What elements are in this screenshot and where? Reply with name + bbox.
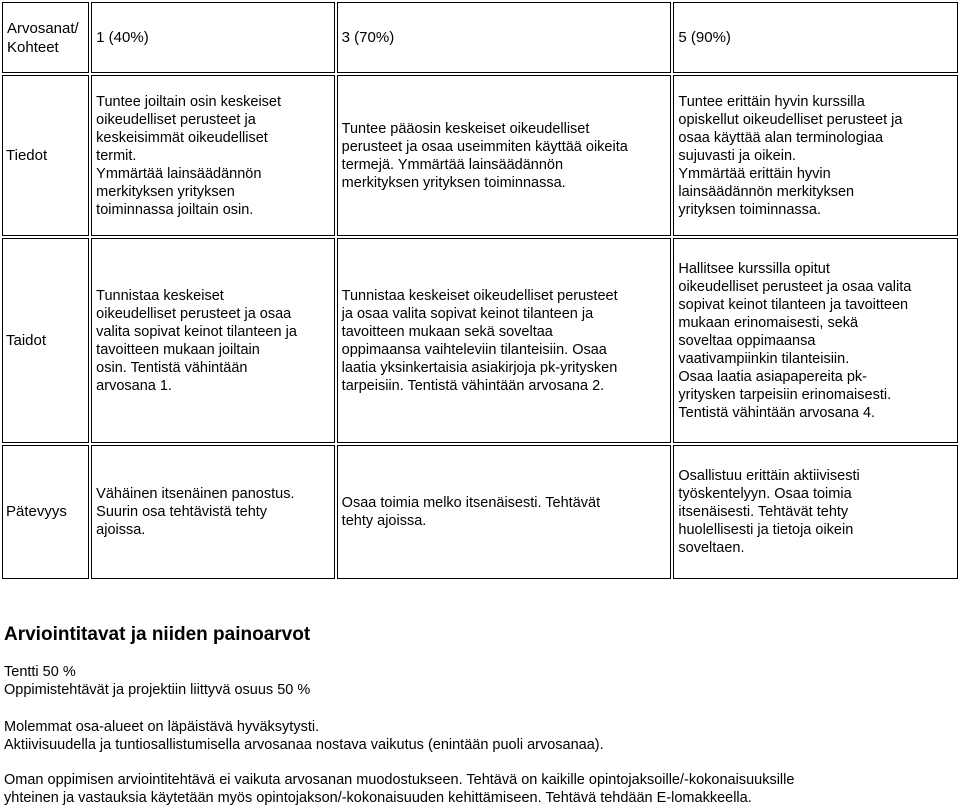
weights-list bbox=[4, 663, 310, 699]
column-header-grade-5: 5 (90%) bbox=[673, 2, 958, 73]
cell-taidot-grade-5: Hallitsee kurssilla opitut oikeudelliset perusteet ja osaa valita sopivat keinot tilanteen ja tavoitteen mukaan erinomaisesti, sekä soveltaa oppimaansa vaativampiinkin tilanteisiin. Osaa laatia asiapapereita pk- yritysken tarpeisiin erinomaisesti. Tentistä vähintään arvosana 4. bbox=[673, 238, 958, 443]
notes-list bbox=[4, 718, 604, 754]
row-header-patevyys: Pätevyys bbox=[2, 445, 89, 579]
table-header-row bbox=[2, 2, 958, 73]
cell-tiedot-grade-5: Tuntee erittäin hyvin kurssilla opiskellut oikeudelliset perusteet ja osaa käyttää alan terminologiaa sujuvasti ja oikein. Ymmärtää erittäin hyvin lainsäädännön merkityksen yrityksen toiminnassa. bbox=[673, 75, 958, 236]
table-row-taidot bbox=[2, 238, 958, 443]
section-title: Arviointitavat ja niiden painoarvot bbox=[4, 624, 311, 645]
cell-patevyys-grade-5: Osallistuu erittäin aktiivisesti työskentelyyn. Osaa toimia itsenäisesti. Tehtävät tehty huolellisesti ja tietoja oikein soveltaen. bbox=[673, 445, 958, 579]
final-line-2: yhteinen ja vastauksia käytetään myös opintojakson/-kokonaisuuden kehittämiseen. Tehtävä tehdään E-lomakkeella. bbox=[4, 790, 752, 806]
weight-line-exam: Tentti 50 % bbox=[4, 664, 76, 680]
cell-tiedot-grade-1: Tuntee joiltain osin keskeiset oikeudelliset perusteet ja keskeisimmät oikeudelliset termit. Ymmärtää lainsäädännön merkityksen yrityksen toiminnassa joiltain osin. bbox=[91, 75, 335, 236]
row-header-tiedot: Tiedot bbox=[2, 75, 89, 236]
cell-patevyys-grade-1: Vähäinen itsenäinen panostus. Suurin osa tehtävistä tehty ajoissa. bbox=[91, 445, 335, 579]
column-header-grade-3: 3 (70%) bbox=[337, 2, 672, 73]
cell-taidot-grade-3: Tunnistaa keskeiset oikeudelliset perusteet ja osaa valita sopivat keinot tilanteen ja tavoitteen mukaan sekä soveltaa oppimaansa vaihteleviin tilanteisiin. Osaa laatia yksinkertaisia asiakirjoja pk-yritysken tarpeisiin. Tentistä vähintään arvosana 2. bbox=[337, 238, 672, 443]
table-row-tiedot bbox=[2, 75, 958, 236]
table-row-patevyys bbox=[2, 445, 958, 579]
cell-taidot-grade-1: Tunnistaa keskeiset oikeudelliset perusteet ja osaa valita sopivat keinot tilanteen ja tavoitteen mukaan joiltain osin. Tentistä vähintään arvosana 1. bbox=[91, 238, 335, 443]
cell-tiedot-grade-3: Tuntee pääosin keskeiset oikeudelliset perusteet ja osaa useimmiten käyttää oikeita termejä. Ymmärtää lainsäädännön merkityksen yrityksen toiminnassa. bbox=[337, 75, 672, 236]
weight-line-assignments: Oppimistehtävät ja projektiin liittyvä osuus 50 % bbox=[4, 682, 311, 698]
corner-header: Arvosanat/ Kohteet bbox=[2, 2, 89, 73]
final-line-1: Oman oppimisen arviointitehtävä ei vaikuta arvosanan muodostukseen. Tehtävä on kaikille opintojaksoille/-kokonaisuuksille bbox=[4, 772, 795, 788]
cell-patevyys-grade-3: Osaa toimia melko itsenäisesti. Tehtävät tehty ajoissa. bbox=[337, 445, 672, 579]
note-line-activity: Aktiivisuudella ja tuntiosallistumisella arvosanaa nostava vaikutus (enintään puoli arvosanaa). bbox=[4, 737, 604, 753]
note-line-pass: Molemmat osa-alueet on läpäistävä hyväksytysti. bbox=[4, 719, 320, 735]
final-paragraph bbox=[4, 771, 794, 807]
row-header-taidot: Taidot bbox=[2, 238, 89, 443]
column-header-grade-1: 1 (40%) bbox=[91, 2, 335, 73]
